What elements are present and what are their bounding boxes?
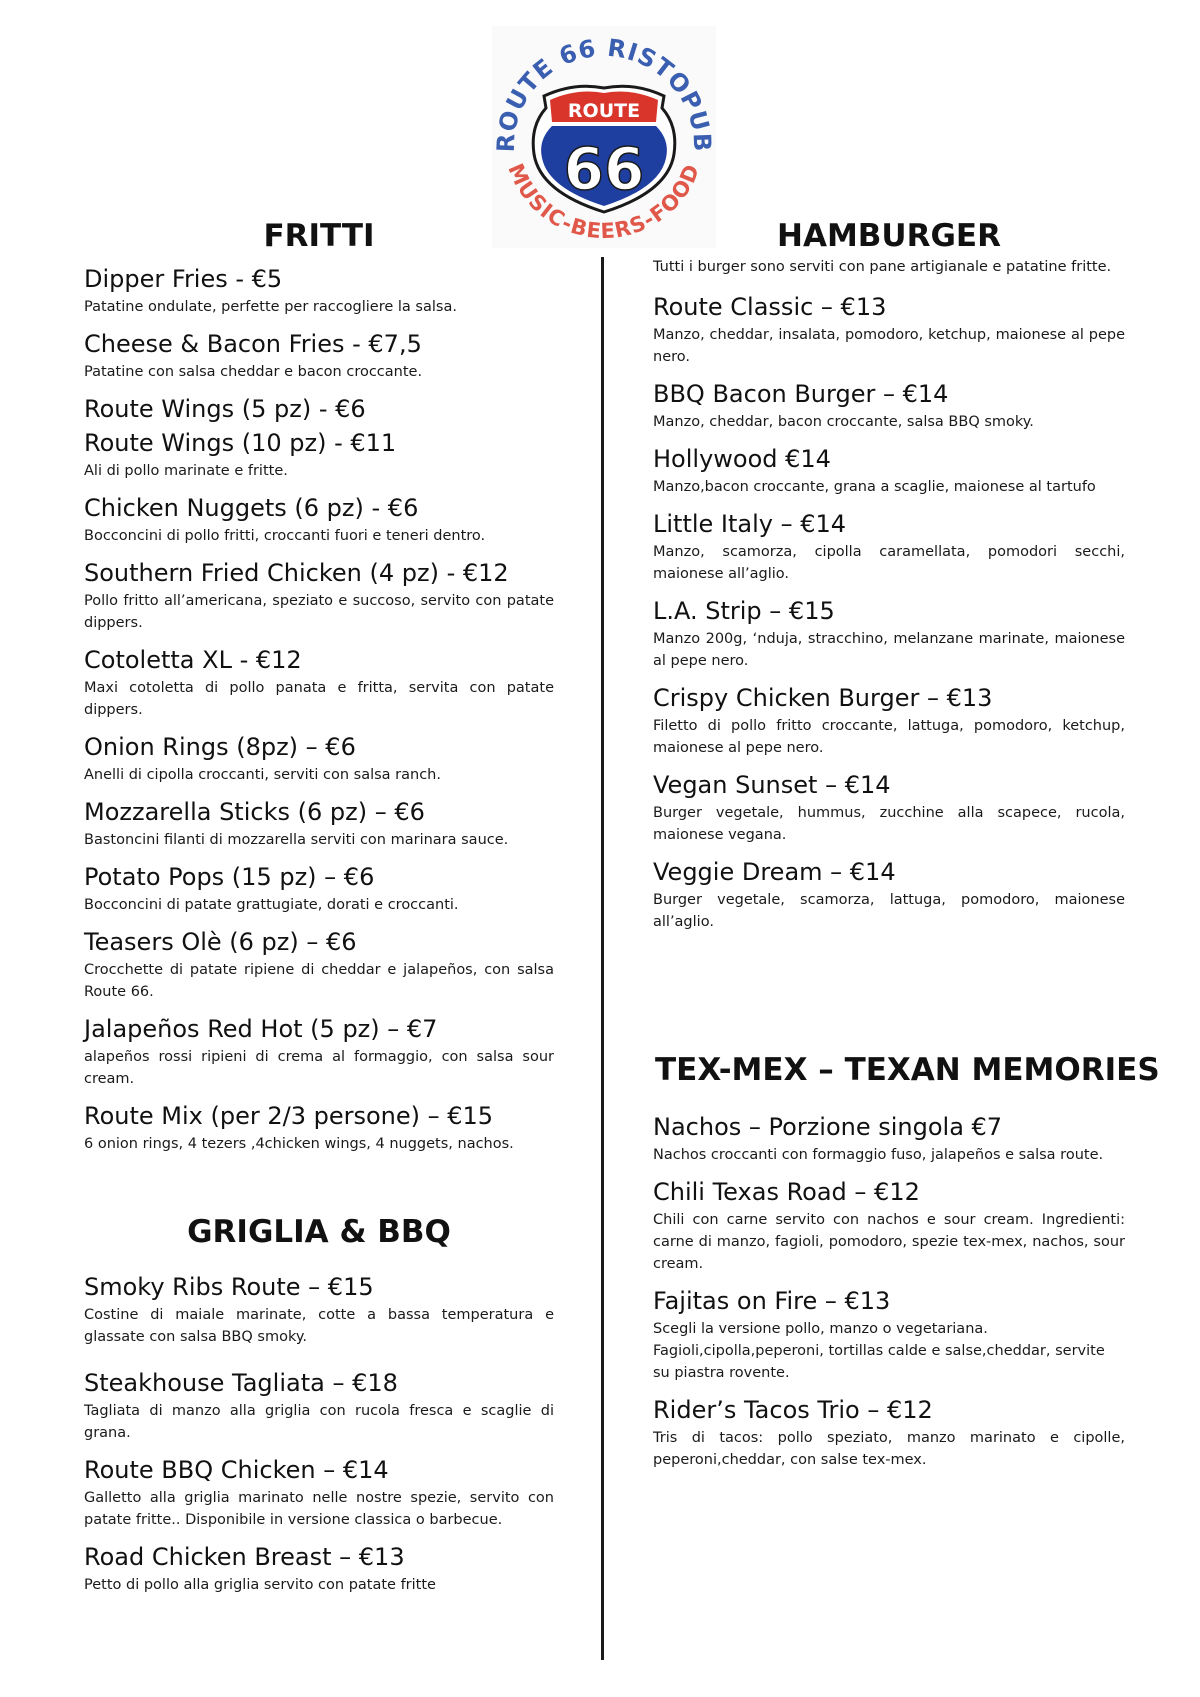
griglia-section: [84, 1270, 554, 1605]
logo-ring-top: ROUTE 66 RISTOPUB: [492, 33, 716, 153]
menu-item: [653, 594, 1125, 672]
item-description: Galletto alla griglia marinato nelle nostre spezie, servito con patate fritte.. Disponibile in versione classica o barbecue.: [84, 1490, 554, 1528]
item-description: Manzo 200g, ‘nduja, stracchino, melanzane marinate, maionese al pepe nero.: [653, 631, 1125, 669]
item-name: Nachos – Porzione singola €7: [653, 1113, 1003, 1141]
menu-item: [653, 855, 1125, 933]
item-description: Petto di pollo alla griglia servito con patate fritte: [84, 1577, 436, 1593]
shield-word: ROUTE: [567, 100, 641, 122]
item-description: Burger vegetale, scamorza, lattuga, pomodoro, maionese all’aglio.: [653, 892, 1125, 930]
item-description: Ali di pollo marinate e fritte.: [84, 463, 288, 479]
menu-item: [84, 392, 554, 426]
item-description: Bastoncini filanti di mozzarella serviti con marinara sauce.: [84, 832, 509, 848]
item-name: Steakhouse Tagliata – €18: [84, 1369, 398, 1397]
item-name: Vegan Sunset – €14: [653, 771, 891, 799]
item-description: Patatine con salsa cheddar e bacon croccante.: [84, 364, 423, 380]
item-name: Smoky Ribs Route – €15: [84, 1273, 374, 1301]
menu-item: [84, 925, 554, 1003]
menu-item: [84, 327, 554, 383]
menu-item: [84, 730, 554, 786]
griglia-title: GRIGLIA & BBQ: [187, 1214, 451, 1250]
item-description: 6 onion rings, 4 tezers ,4chicken wings, 4 nuggets, nachos.: [84, 1136, 514, 1152]
menu-item: [653, 377, 1125, 433]
item-description: Patatine ondulate, perfette per raccogliere la salsa.: [84, 299, 457, 315]
item-description: alapeños rossi ripieni di crema al formaggio, con salsa sour cream.: [84, 1049, 554, 1087]
item-description: Nachos croccanti con formaggio fuso, jalapeños e salsa route.: [653, 1147, 1104, 1163]
item-name: Crispy Chicken Burger – €13: [653, 684, 993, 712]
menu-item: [84, 795, 554, 851]
route66-logo: [492, 26, 716, 248]
menu-item: [653, 1393, 1125, 1471]
item-description: Tagliata di manzo alla griglia con rucola fresca e scaglie di grana.: [84, 1403, 554, 1441]
item-name: Route Wings (5 pz) - €6: [84, 395, 366, 423]
menu-item: [84, 1540, 554, 1596]
item-description: Bocconcini di pollo fritti, croccanti fuori e teneri dentro.: [84, 528, 486, 544]
menu-item: [653, 1284, 1125, 1384]
item-description: Bocconcini di patate grattugiate, dorati e croccanti.: [84, 897, 459, 913]
item-description: Manzo, cheddar, insalata, pomodoro, ketchup, maionese al pepe nero.: [653, 327, 1125, 365]
item-description: Tris di tacos: pollo speziato, manzo marinato e cipolle, peperoni,cheddar, con salse tex-mex.: [653, 1430, 1125, 1468]
item-name: Little Italy – €14: [653, 510, 847, 538]
menu-item: [84, 1099, 554, 1155]
menu-item: [84, 860, 554, 916]
menu-item: [84, 1453, 554, 1531]
hamburger-section: [653, 256, 1125, 942]
item-name: Southern Fried Chicken (4 pz) - €12: [84, 559, 509, 587]
hamburger-title: HAMBURGER: [777, 218, 1001, 254]
item-description: Burger vegetale, hummus, zucchine alla scapece, rucola, maionese vegana.: [653, 805, 1125, 843]
item-name: Chili Texas Road – €12: [653, 1178, 920, 1206]
item-description: Anelli di cipolla croccanti, serviti con salsa ranch.: [84, 767, 441, 783]
item-description: Maxi cotoletta di pollo panata e fritta, servita con patate dippers.: [84, 680, 554, 718]
item-name: L.A. Strip – €15: [653, 597, 835, 625]
item-description: Chili con carne servito con nachos e sour cream. Ingredienti: carne di manzo, fagioli, pomodoro, spezie tex-mex, nachos, sour cream.: [653, 1212, 1125, 1272]
texmex-section: [653, 1110, 1125, 1480]
item-description: Scegli la versione pollo, manzo o vegetariana. Fagioli,cipolla,peperoni, tortillas calde e salse,cheddar, servite su piastra rovente.: [653, 1321, 1105, 1381]
item-name: Onion Rings (8pz) – €6: [84, 733, 356, 761]
item-name: Road Chicken Breast – €13: [84, 1543, 405, 1571]
item-description: Manzo, cheddar, bacon croccante, salsa BBQ smoky.: [653, 414, 1034, 430]
item-name: Jalapeños Red Hot (5 pz) – €7: [84, 1015, 438, 1043]
hamburger-intro: Tutti i burger sono serviti con pane artigianale e patatine fritte.: [653, 259, 1112, 275]
item-name: Veggie Dream – €14: [653, 858, 896, 886]
item-name: Route Classic – €13: [653, 293, 887, 321]
menu-item: [84, 1366, 554, 1444]
texmex-title: TEX-MEX – TEXAN MEMORIES: [655, 1052, 1160, 1088]
item-name: Mozzarella Sticks (6 pz) – €6: [84, 798, 425, 826]
menu-item: [84, 1012, 554, 1090]
item-name: Dipper Fries - €5: [84, 265, 283, 293]
item-name: Route BBQ Chicken – €14: [84, 1456, 389, 1484]
item-name: Route Mix (per 2/3 persone) – €15: [84, 1102, 494, 1130]
fritti-section: [84, 262, 554, 1164]
item-description: Costine di maiale marinate, cotte a bassa temperatura e glassate con salsa BBQ smoky.: [84, 1307, 554, 1345]
fritti-title: FRITTI: [263, 218, 375, 254]
item-name: Rider’s Tacos Trio – €12: [653, 1396, 933, 1424]
item-description: Crocchette di patate ripiene di cheddar e jalapeños, con salsa Route 66.: [84, 962, 554, 1000]
item-name: BBQ Bacon Burger – €14: [653, 380, 949, 408]
item-description: Manzo, scamorza, cipolla caramellata, pomodori secchi, maionese all’aglio.: [653, 544, 1125, 582]
item-name: Cotoletta XL - €12: [84, 646, 302, 674]
item-description: Manzo,bacon croccante, grana a scaglie, maionese al tartufo: [653, 479, 1096, 495]
menu-item: [653, 507, 1125, 585]
item-name: Teasers Olè (6 pz) – €6: [84, 928, 357, 956]
shield-number: 66: [563, 135, 645, 203]
menu-item: [84, 643, 554, 721]
item-description: Filetto di pollo fritto croccante, lattuga, pomodoro, ketchup, maionese al pepe nero.: [653, 718, 1125, 756]
item-description: Pollo fritto all’americana, speziato e succoso, servito con patate dippers.: [84, 593, 554, 631]
route66-shield-logo: [492, 26, 716, 248]
menu-item: [653, 1110, 1125, 1166]
column-divider: [601, 257, 604, 1660]
menu-item: [653, 768, 1125, 846]
menu-item: [84, 556, 554, 634]
logo-ring-bottom: MUSIC-BEERS-FOOD: [503, 160, 705, 244]
menu-item: [84, 491, 554, 547]
item-name: Cheese & Bacon Fries - €7,5: [84, 330, 422, 358]
menu-item: [653, 1175, 1125, 1275]
menu-item: [84, 1270, 554, 1348]
menu-item: [653, 290, 1125, 368]
menu-item: [84, 262, 554, 318]
item-name: Potato Pops (15 pz) – €6: [84, 863, 375, 891]
menu-item: [653, 442, 1125, 498]
item-name: Route Wings (10 pz) - €11: [84, 429, 397, 457]
menu-item: [653, 681, 1125, 759]
item-name: Fajitas on Fire – €13: [653, 1287, 891, 1315]
item-name: Chicken Nuggets (6 pz) - €6: [84, 494, 419, 522]
menu-item: [84, 426, 554, 482]
item-name: Hollywood €14: [653, 445, 831, 473]
